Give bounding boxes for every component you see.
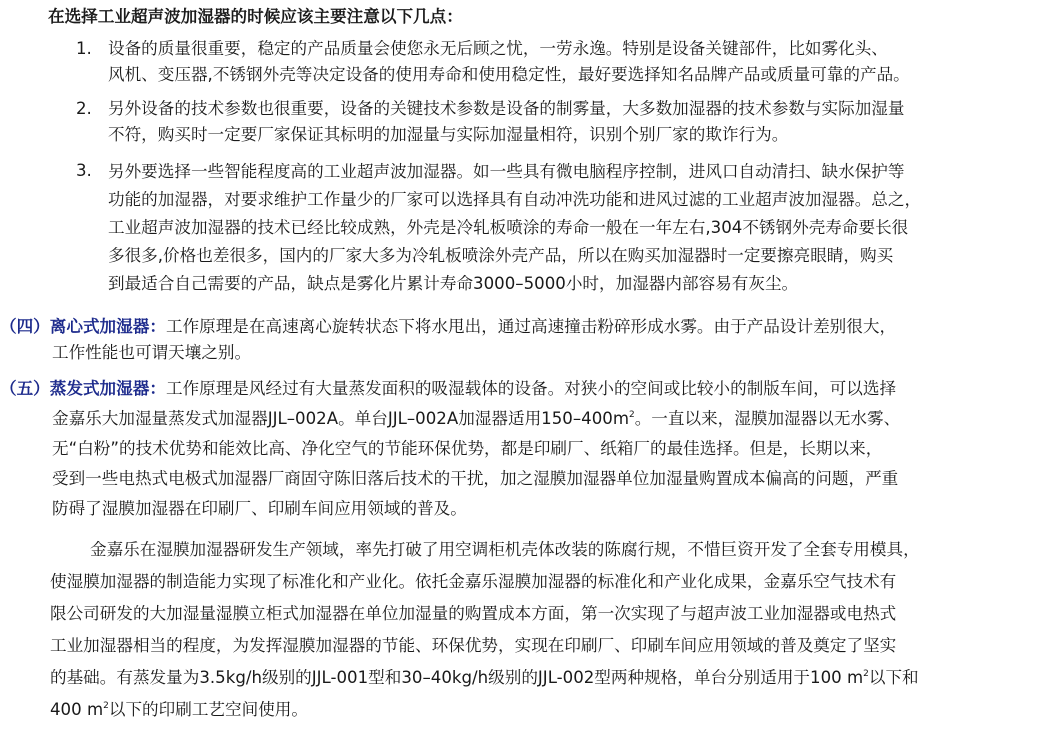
list-number: 3.	[76, 161, 92, 180]
text-line: 另外要选择一些智能程度高的工业超声波加湿器。如一些具有微电脑程序控制，进风口自动清扫、缺水保护等	[108, 162, 905, 181]
superscript: 2	[103, 701, 109, 711]
text-span: 以下的印刷工艺空间使用。	[108, 700, 308, 719]
section-text: 工作原理是风经过有大量蒸发面积的吸湿载体的设备。对狭小的空间或比较小的制版车间，可以选择	[165, 379, 897, 398]
list-item-2	[76, 96, 1036, 148]
text-line	[50, 662, 1040, 694]
text-line	[0, 376, 1030, 402]
section-evaporative	[0, 376, 1030, 522]
text-line	[0, 406, 1030, 432]
section-text: 工作原理是在高速离心旋转状态下将水甩出，通过高速撞击粉碎形成水雾。由于产品设计差别很大，	[165, 317, 897, 336]
text-line	[50, 694, 1040, 726]
text-line: 限公司研发的大加湿量湿膜立柜式加湿器在单位加湿量的购置成本方面，第一次实现了与超声波工业加湿器或电热式	[50, 604, 897, 623]
section-label: （五）蒸发式加湿器：	[0, 379, 166, 398]
text-line: 到最适合自己需要的产品，缺点是雾化片累计寿命3000–5000小时，加湿器内部容易有灰尘。	[108, 274, 799, 293]
text-span: 400 m	[50, 700, 104, 719]
text-span: 以下和	[868, 668, 919, 687]
list-item-body	[108, 96, 1036, 148]
list-item-body	[108, 158, 1036, 298]
text-line: 使湿膜加湿器的制造能力实现了标准化和产业化。依托金嘉乐湿膜加湿器的标准化和产业化成果，金嘉乐空气技术有	[50, 572, 897, 591]
text-line: 风机、变压器,不锈钢外壳等决定设备的使用寿命和使用稳定性，最好要选择知名品牌产品或质量可靠的产品。	[108, 65, 910, 84]
text-line: 设备的质量很重要，稳定的产品质量会使您永无后顾之忧，一劳永逸。特别是设备关键部件，比如雾化头、	[108, 39, 888, 58]
list-number: 1.	[76, 39, 92, 58]
superscript: 2	[628, 410, 635, 420]
company-paragraph	[50, 534, 1040, 726]
text-line: 工作性能也可谓天壤之别。	[52, 343, 252, 362]
text-line: 功能的加湿器，对要求维护工作量少的厂家可以选择具有自动冲洗功能和进风过滤的工业超声波加湿器。总之，	[108, 190, 922, 209]
section-centrifugal	[0, 314, 1030, 366]
section-heading: 在选择工业超声波加湿器的时候应该主要注意以下几点：	[48, 7, 463, 26]
text-line: 工业超声波加湿器的技术已经比较成熟，外壳是冷轧板喷涂的寿命一般在一年左右,304不锈钢外壳寿命要长很	[108, 218, 909, 237]
text-line: 多很多,价格也差很多，国内的厂家大多为冷轧板喷涂外壳产品，所以在购买加湿器时一定要擦亮眼睛，购买	[108, 246, 894, 265]
text-span: 金嘉乐大加湿量蒸发式加湿器JJL–002A。单台JJL–002A加湿器适用150–400m	[52, 409, 629, 428]
text-line: 工业加湿器相当的程度，为发挥湿膜加湿器的节能、环保优势，实现在印刷厂、印刷车间应用领域的普及奠定了坚实	[50, 636, 897, 655]
text-span: 的基础。有蒸发量为3.5kg/h级别的JJL-001型和30–40kg/h级别的JJL-002型两种规格，单台分别适用于100 m	[50, 668, 864, 687]
list-number: 2.	[76, 99, 92, 118]
list-item-body	[108, 36, 1036, 88]
text-line: 防碍了湿膜加湿器在印刷厂、印刷车间应用领域的普及。	[52, 499, 467, 518]
text-line: 受到一些电热式电极式加湿器厂商固守陈旧落后技术的干扰，加之湿膜加湿器单位加湿量购置成本偏高的问题，严重	[52, 469, 899, 488]
text-line: 金嘉乐在湿膜加湿器研发生产领域，率先打破了用空调柜机壳体改装的陈腐行规，不惜巨资开发了全套专用模具，	[90, 540, 920, 559]
text-line	[0, 314, 1030, 340]
text-line: 另外设备的技术参数也很重要，设备的关键技术参数是设备的制雾量，大多数加湿器的技术参数与实际加湿量	[108, 99, 905, 118]
text-line: 无“白粉”的技术优势和能效比高、净化空气的节能环保优势，都是印刷厂、纸箱厂的最佳选择。但是，长期以来，	[52, 439, 883, 458]
list-item-3	[76, 158, 1036, 298]
section-label: （四）离心式加湿器：	[0, 317, 166, 336]
superscript: 2	[863, 669, 869, 679]
text-line: 不符，购买时一定要厂家保证其标明的加湿量与实际加湿量相符，识别个别厂家的欺诈行为。	[108, 125, 789, 144]
text-span: 。一直以来，湿膜加湿器以无水雾、	[634, 409, 901, 428]
list-item-1	[76, 36, 1036, 88]
